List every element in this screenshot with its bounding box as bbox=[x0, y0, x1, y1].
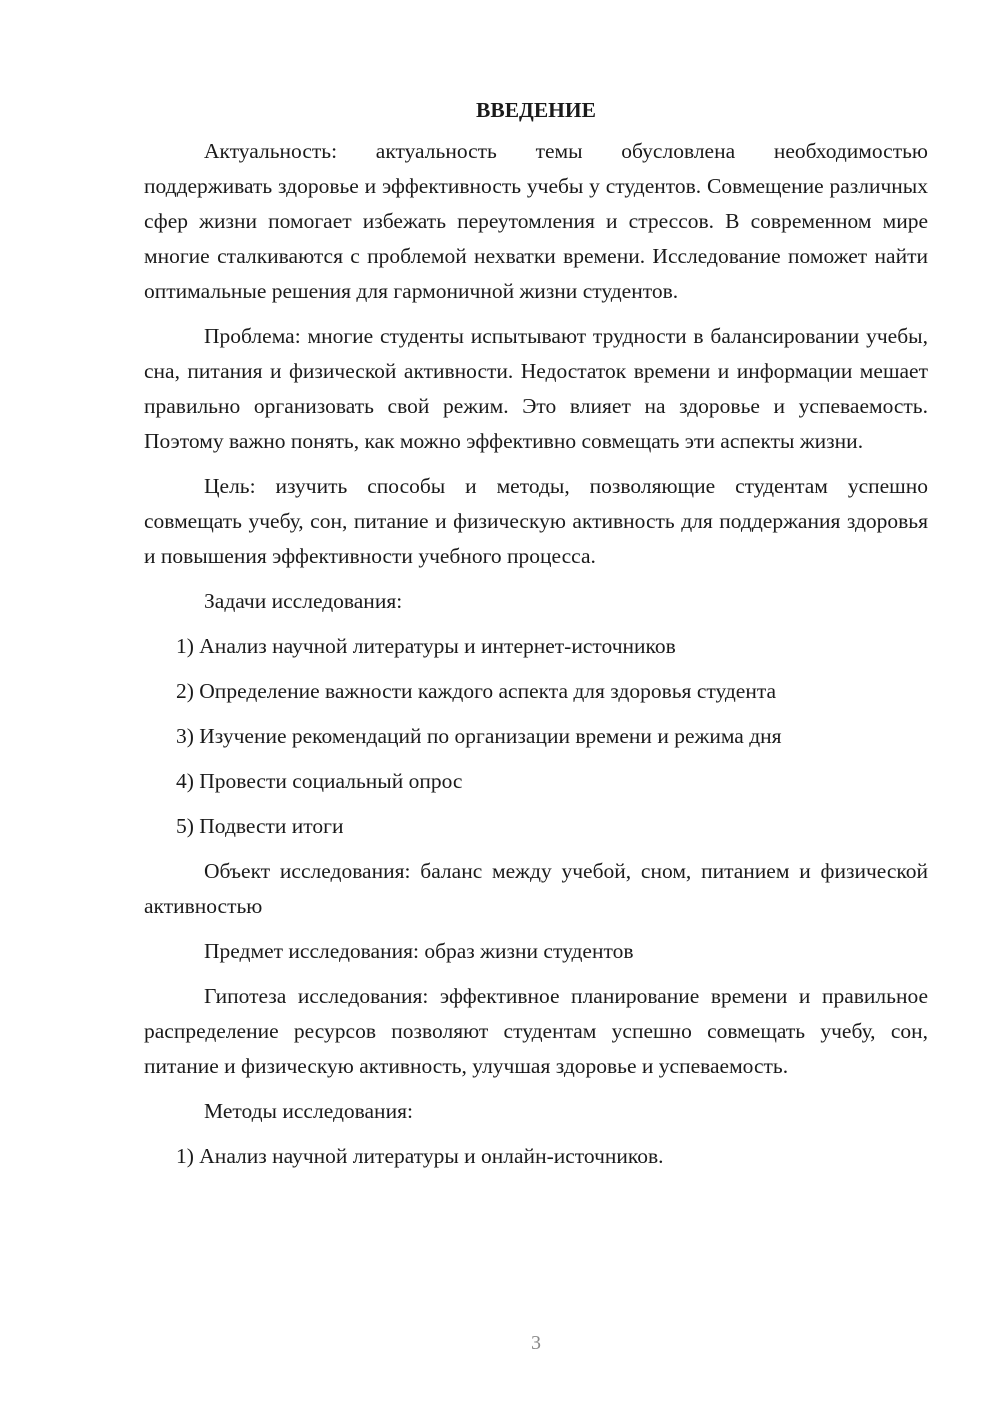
list-item: 4) Провести социальный опрос bbox=[176, 769, 463, 793]
list-item: 5) Подвести итоги bbox=[176, 814, 344, 838]
list-item: 1) Анализ научной литературы и онлайн-источников. bbox=[176, 1144, 664, 1168]
methods-heading: Методы исследования: bbox=[204, 1099, 413, 1123]
hypothesis-paragraph: Гипотеза исследования: эффективное планирование времени и правильное распределение ресурсов позволяют студентам успешно совмещать учебу, сон, питание и физическую активность, улучшая здоровье и успеваемость. bbox=[144, 984, 928, 1078]
list-item: 2) Определение важности каждого аспекта для здоровья студента bbox=[176, 679, 777, 703]
subject-paragraph: Предмет исследования: образ жизни студентов bbox=[204, 939, 634, 963]
tasks-heading: Задачи исследования: bbox=[204, 589, 403, 613]
tasks-list bbox=[144, 629, 928, 844]
problem-paragraph: Проблема: многие студенты испытывают трудности в балансировании учебы, сна, питания и физической активности. Недостаток времени и информации мешает правильно организовать свой режим. Это влияет на здоровье и успеваемость. Поэтому важно понять, как можно эффективно совмещать эти аспекты жизни. bbox=[144, 324, 928, 453]
relevance-paragraph: Актуальность: актуальность темы обусловлена необходимостью поддерживать здоровье и эффективность учебы у студентов. Совмещение различных сфер жизни помогает избежать переутомления и стрессов. В современном мире многие сталкиваются с проблемой нехватки времени. Исследование поможет найти оптимальные решения для гармоничной жизни студентов. bbox=[144, 139, 928, 303]
goal-paragraph: Цель: изучить способы и методы, позволяющие студентам успешно совмещать учебу, сон, питание и физическую активность для поддержания здоровья и повышения эффективности учебного процесса. bbox=[144, 474, 928, 568]
object-paragraph: Объект исследования: баланс между учебой, сном, питанием и физической активностью bbox=[144, 859, 928, 918]
list-item: 1) Анализ научной литературы и интернет-источников bbox=[176, 634, 676, 658]
list-item: 3) Изучение рекомендаций по организации времени и режима дня bbox=[176, 724, 782, 748]
methods-list bbox=[144, 1139, 928, 1174]
document-page bbox=[144, 92, 928, 1184]
page-number: 3 bbox=[531, 1332, 541, 1354]
page-title: ВВЕДЕНИЕ bbox=[476, 98, 596, 122]
